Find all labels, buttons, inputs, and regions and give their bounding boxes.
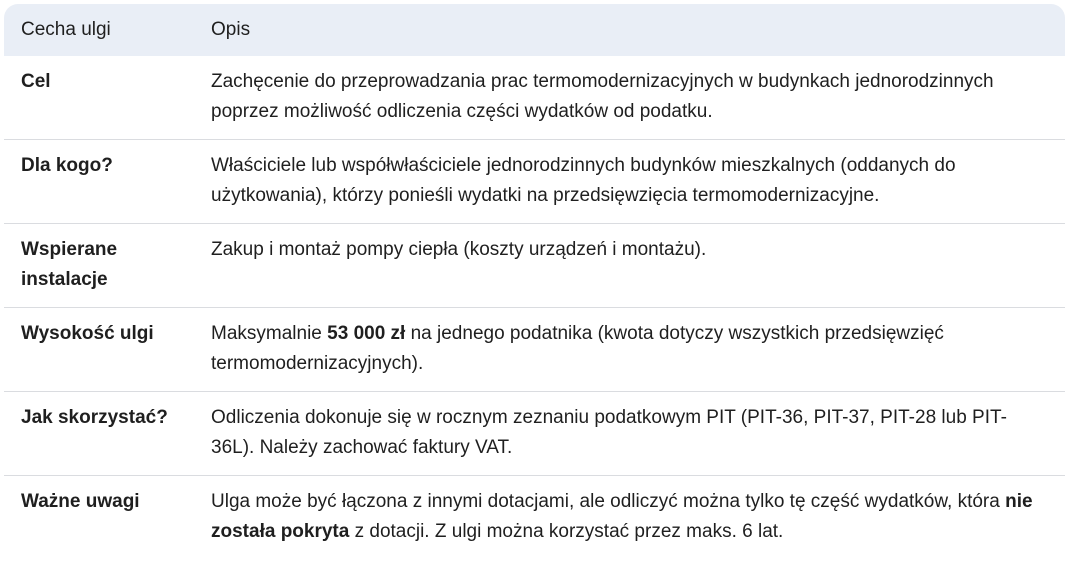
desc-text: na jednego podatnika (kwota dotyczy wszystkich przedsięwzięć termomodernizacyjnych). (211, 323, 944, 374)
desc-text: Odliczenia dokonuje się w rocznym zeznaniu podatkowym PIT (PIT-36, PIT-37, PIT-28 lub PIT-36L). Należy zachować faktury VAT. (211, 407, 1007, 458)
desc-bold-phrase: nie została pokryta (211, 491, 1033, 542)
row-description (194, 56, 1065, 140)
row-description (194, 476, 1065, 560)
desc-text: Ulga może być łączona z innymi dotacjami, ale odliczyć można tylko tę część wydatków, która (211, 491, 1006, 512)
desc-text: z dotacji. Z ulgi można korzystać przez maks. 6 lat. (349, 521, 784, 542)
desc-text: Maksymalnie (211, 323, 328, 344)
table-row (4, 56, 1065, 140)
relief-table (4, 4, 1065, 559)
header-row (4, 4, 1065, 56)
row-label: Jak skorzystać? (4, 392, 194, 476)
desc-text: Właściciele lub współwłaściciele jednorodzinnych budynków mieszkalnych (oddanych do użytkowania), którzy ponieśli wydatki na przedsięwzięcia termomodernizacyjne. (211, 155, 956, 206)
row-description (194, 392, 1065, 476)
desc-bold-amount: 53 000 zł (327, 323, 406, 344)
row-label: Cel (4, 56, 194, 140)
table-body (4, 56, 1065, 559)
table-row (4, 224, 1065, 308)
row-label: Wspierane instalacje (4, 224, 194, 308)
table-row (4, 140, 1065, 224)
table-header (4, 4, 1065, 56)
table-row (4, 392, 1065, 476)
row-label: Ważne uwagi (21, 491, 140, 512)
row-label: Dla kogo? (4, 140, 194, 224)
row-description (194, 224, 1065, 308)
table-row (4, 476, 1065, 560)
header-feature: Cecha ulgi (21, 19, 111, 40)
desc-text: Zachęcenie do przeprowadzania prac termomodernizacyjnych w budynkach jednorodzinnych poprzez możliwość odliczenia części wydatków od podatku. (211, 71, 994, 122)
row-description (194, 308, 1065, 392)
header-description: Opis (211, 19, 251, 40)
relief-table-container (4, 4, 1065, 559)
table-row (4, 308, 1065, 392)
row-description (194, 140, 1065, 224)
row-label: Wysokość ulgi (4, 308, 194, 392)
desc-text: Zakup i montaż pompy ciepła (koszty urządzeń i montażu). (211, 239, 707, 260)
